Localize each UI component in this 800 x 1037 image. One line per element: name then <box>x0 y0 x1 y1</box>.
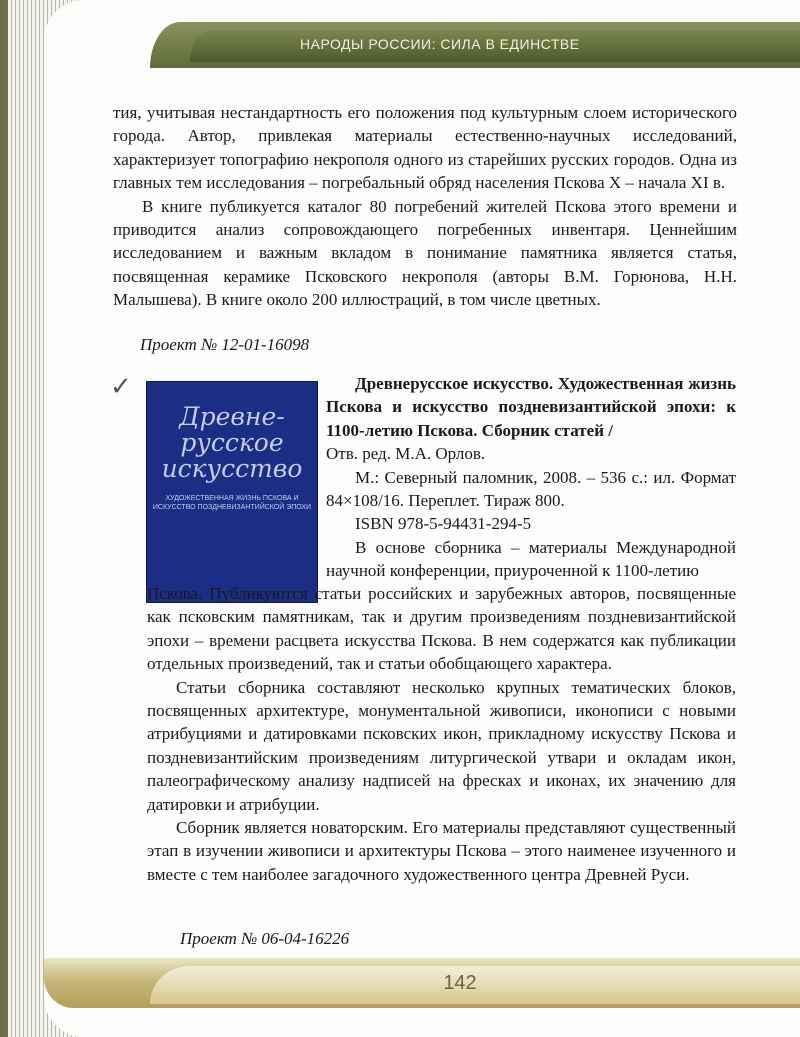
cover-subtitle: ХУДОЖЕСТВЕННАЯ ЖИЗНЬ ПСКОВА И ИСКУССТВО ПОЗДНЕВИЗАНТИЙСКОЙ ЭПОХИ <box>152 495 312 511</box>
cover-title-line-3: искусство <box>161 454 303 483</box>
book-entry-block <box>326 372 736 583</box>
book-isbn: ISBN 978-5-94431-294-5 <box>355 514 532 534</box>
book-cover-image <box>146 381 318 603</box>
paragraph-blocks: Статьи сборника составляют несколько крупных тематических блоков, посвященных архитектуре, монументальной живописи, иконописи с новыми атрибуциями и датировками псковских икон, прикладному искусству Пскова и поздневизантийским произведениям литургической утвари и окладам икон, палеографическому анализу надписей на фресках и иконах, их значению для датировки и атрибуции. <box>147 677 736 814</box>
cover-title-line-1: Древне- <box>179 402 285 431</box>
book-intro-start: В основе сборника – материалы Международной научной конференции, приуроченной к 1100-летию <box>326 537 736 581</box>
book-editor: Отв. ред. М.А. Орлов. <box>326 444 486 464</box>
main-text-block <box>147 582 736 886</box>
cover-title-line-2: русское <box>180 428 284 457</box>
project-number-1: Проект № 12-01-16098 <box>140 335 310 354</box>
paragraph-articles: Пскова. Публикуются статьи российских и зарубежных авторов, посвященные как псковским памятникам, так и другим произведениям поздневизантийской эпохи – времени расцвета искусства Пскова. В нем содержатся как публикации отдельных произведений, так и статьи обобщающего характера. <box>147 584 736 674</box>
book-title: Древнерусское искусство. Художественная жизнь Пскова и искусство поздневизантийской эпохи: к 1100-летию Пскова. Сборник статей / <box>326 374 736 440</box>
running-header-title: НАРОДЫ РОССИИ: СИЛА В ЕДИНСТВЕ <box>300 36 580 52</box>
paragraph-continuation: тия, учитывая нестандартность его положения под культурным слоем исторического города. Автор, привлекая материалы естественно-научных исследований, характеризует топографию некрополя одного из старейших русских городов. Одна из главных тем исследования – погребальный обряд населения Пскова X – начала XI в. <box>113 103 737 193</box>
cover-title <box>147 404 317 482</box>
page-number: 142 <box>443 972 477 994</box>
project-number-2: Проект № 06-04-16226 <box>180 929 350 948</box>
handwritten-check-mark: ✓ <box>110 372 132 402</box>
top-text-block <box>113 101 737 312</box>
paragraph-innovation: Сборник является новаторским. Его материалы представляют существенный этап в изучении живописи и архитектуры Пскова – этого наименее изученного и вместе с тем наиболее загадочного художественного центра Древней Руси. <box>147 818 736 884</box>
paragraph-catalog: В книге публикуется каталог 80 погребений жителей Пскова этого времени и приводится анализ сопровождающего погребенных инвентаря. Ценнейшим исследованием и важным вкладом в понимание памятника является статья, посвященная керамике Псковского некрополя (авторы В.М. Горюнова, Н.Н. Малышева). В книге около 200 иллюстраций, в том числе цветных. <box>113 196 737 310</box>
book-imprint: М.: Северный паломник, 2008. – 536 с.: ил. Формат 84×108/16. Переплет. Тираж 800. <box>326 467 736 511</box>
